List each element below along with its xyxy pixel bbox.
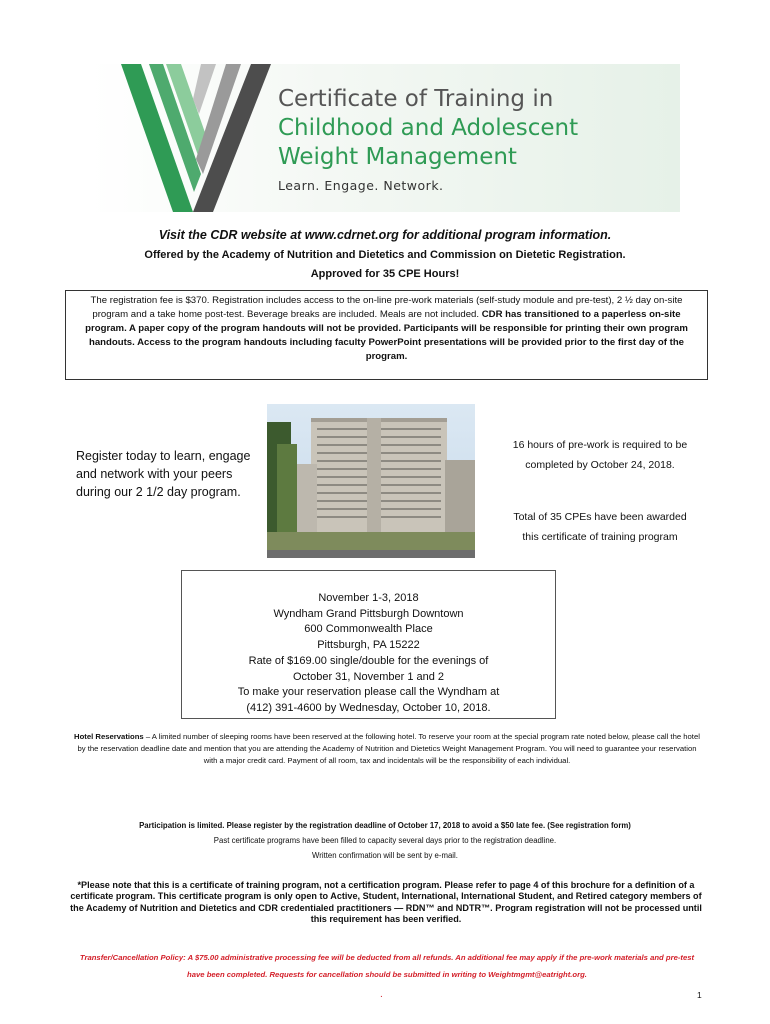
hotel-name: Wyndham Grand Pittsburgh Downtown <box>273 607 464 620</box>
program-logo <box>101 64 281 212</box>
room-rate: Rate of $169.00 single/double for the evenings of <box>248 654 489 667</box>
hotel-reservations-text: – A limited number of sleeping rooms have been reserved at the following hotel. To reserve your room at the special program rate noted below, please call the hotel by the reservation deadline date and mention that you are attending the Academy of Nutrition and Dietetics Weight Management Program. You will need to guarantee your reservation with a major credit card. Payment of all room, tax and incidentals will be the responsibility of each individual. <box>77 732 700 765</box>
banner-title-line-1: Certificate of Training in <box>278 86 554 112</box>
register-callout: Register today to learn, engage and network with your peers during our 2 1/2 day program. <box>76 449 251 499</box>
offered-by: Offered by the Academy of Nutrition and Dietetics and Commission on Dietetic Registration. <box>144 249 626 261</box>
written-confirmation: Written confirmation will be sent by e-mail. <box>312 851 458 860</box>
participation-section <box>0 818 770 863</box>
hotel-reservations-paragraph <box>74 731 700 767</box>
reservation-phone: (412) 391-4600 by Wednesday, October 10, 2018. <box>246 701 491 714</box>
banner-tagline: Learn. Engage. Network. <box>278 178 444 193</box>
website-notice: Visit the CDR website at www.cdrnet.org for additional program information. <box>158 228 612 242</box>
hotel-city: Pittsburgh, PA 15222 <box>317 639 420 652</box>
fee-text: The registration fee is $370. Registration includes access to the on-line pre-work materials (self-study module and pre-test), 2 ½ day on-site program and a take home post-test. Beverage breaks are included. Meals are not included. <box>90 295 683 320</box>
hotel-reservations-label: Hotel Reservations <box>74 732 144 741</box>
paperless-notice: CDR has transitioned to a paperless on-site program. A paper copy of the program handouts will not be provided. Participants will be responsible for printing their own program handouts. Access to the program handouts including faculty PowerPoint presentations will be provided prior to the first day of the program. <box>85 309 688 362</box>
approved-hours: Approved for 35 CPE Hours! <box>310 268 460 280</box>
cpe-awarded: Total of 35 CPEs have been awarded this certificate of training program <box>513 511 687 543</box>
eligibility-note: *Please note that this is a certificate of training program, not a certification program. Please refer to page 4 of this brochure for a definition of a certificate program. This certificate program is only open to Active, Student, International, International Student, and Retired category members of the Academy of Nutrition and Dietetics and CDR credentialed practitioners — RDN™ and NDTR™. Program registration will not be processed until this requirement has been verified. <box>70 880 702 924</box>
registration-fee-box <box>65 290 708 380</box>
banner-title-line-2: Childhood and Adolescent <box>278 115 579 141</box>
hotel-photo <box>267 404 475 558</box>
hotel-address-box <box>181 570 556 719</box>
hotel-street: 600 Commonwealth Place <box>304 623 433 636</box>
room-evenings: October 31, November 1 and 2 <box>292 670 445 683</box>
cancellation-policy: Transfer/Cancellation Policy: A $75.00 administrative processing fee will be deducted from all refunds. An additional fee may apply if the pre-work materials and pre-test have been completed. Requests for cancellation should be submitted in writing to Weightmgmt@eatright.org. <box>79 953 695 979</box>
footer-dot: . <box>380 989 383 1000</box>
prework-requirement: 16 hours of pre-work is required to be completed by October 24, 2018. <box>512 439 688 471</box>
event-dates: November 1-3, 2018 <box>318 592 419 604</box>
program-banner <box>91 64 680 212</box>
past-programs: Past certificate programs have been filled to capacity several days prior to the registration deadline. <box>213 836 557 845</box>
participation-limited: Participation is limited. Please register by the registration deadline of October 17, 2018 to avoid a $50 late fee. (See registration form) <box>139 821 631 830</box>
banner-title-line-3: Weight Management <box>278 144 517 170</box>
reservation-call: To make your reservation please call the Wyndham at <box>237 686 500 699</box>
page-number: 1 <box>697 990 702 1000</box>
